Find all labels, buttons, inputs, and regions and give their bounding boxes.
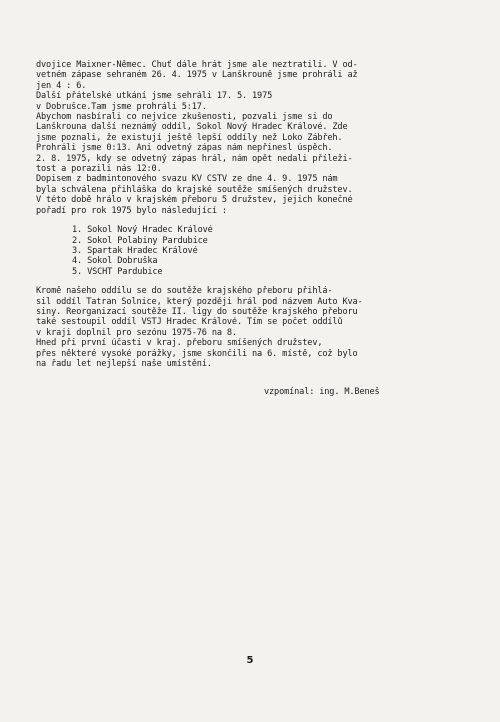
text-line: Abychom nasbírali co nejvíce zkušenosti, pozvali jsme si do [36,112,333,123]
text-line: vetném zápase sehraném 26. 4. 1975 v Lanškrouně jsme prohráli až [36,70,358,81]
spacer [36,277,466,286]
text-line: Dopisem z badmintonového svazu KV ČSTV ze dne 4. 9. 1975 nám [36,174,338,185]
spacer [36,369,466,378]
text-line: pořadí pro rok 1975 bylo následující : [36,205,227,216]
text-line: přes některé vysoké porážky, jsme skončili na 6. místě, což bylo [36,348,358,359]
spacer [36,216,466,225]
text-line: siny. Reorganizací soutěže II. ligy do soutěže krajského přeboru [36,306,358,317]
text-line: 2. 8. 1975, kdy se odvetný zápas hrál, nám opět nedali příleži- [36,153,353,164]
text-line: Prohráli jsme 0:13. Ani odvetný zápas nám nepřinesl úspěch. [36,143,333,154]
text-line: v kraji doplnil pro sezónu 1975-76 na 8. [36,327,237,338]
text-line: dvojice Maixner-Němec. Chuť dále hrát jsme ale neztratili. V od- [36,60,358,70]
text-line: na řadu let nejlepší naše umístění. [36,358,212,369]
text-line: V této době hrálo v krajském přeboru 5 družstev, jejich konečné [36,195,353,206]
text-line: jsme poznali, že existují ještě lepší oddíly než Loko Zábřeh. [36,132,343,143]
text-block [36,60,466,398]
ranking-item: 2. Sokol Polabiny Pardubice [72,235,208,246]
text-line: v Dobrušce.Tam jsme prohráli 5:17. [36,101,207,112]
ranking-item: 3. Spartak Hradec Králové [72,245,198,256]
text-line: Kromě našeho oddílu se do soutěže krajského přeboru přihlá- [36,286,333,297]
text-line: také sestoupil oddíl VŠTJ Hradec Králové. Tím se počet oddílů [36,317,343,328]
ranking-item: 1. Sokol Nový Hradec Králové [72,225,213,236]
text-line: Hned při první účasti v kraj. přeboru smíšených družstev, [36,338,323,349]
ranking-item: 5. VŠCHT Pardubice [72,266,163,277]
ranking-list [36,225,466,277]
spacer [36,378,466,387]
ranking-item: 4. Sokol Dobruška [72,256,158,267]
text-line: Další přátelské utkání jsme sehráli 17. 5. 1975 [36,91,273,102]
text-line: sil oddíl Tatran Solnice, který později hrál pod názvem Auto Kva- [36,296,363,307]
text-line: byla schválena přihláška do krajské soutěže smíšených družstev. [36,184,353,195]
text-line: Lanškrouna další neznámý oddíl, Sokol Nový Hradec Králové. Zde [36,122,348,133]
text-line: jen 4 : 6. [36,80,87,91]
signature: vzpomínal: ing. M.Beneš [264,387,380,398]
page-number: 5 [246,655,254,666]
text-line: tost a porazili nás 12:0. [36,164,162,175]
